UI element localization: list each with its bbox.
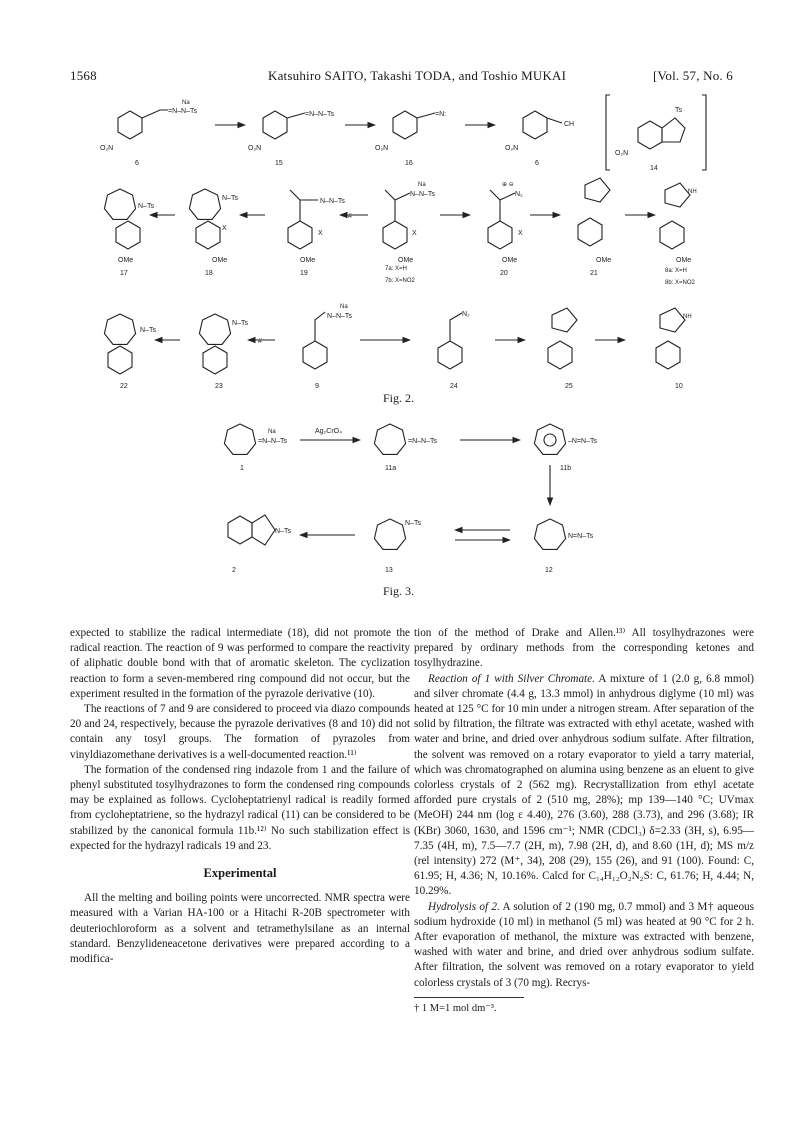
- svg-text:N₂: N₂: [515, 191, 523, 198]
- svg-text:#: #: [258, 338, 262, 345]
- svg-text:Na: Na: [268, 429, 276, 435]
- svg-text:Ts: Ts: [675, 107, 682, 114]
- svg-text:N–Ts: N–Ts: [140, 327, 156, 334]
- svg-text:N₂: N₂: [462, 311, 470, 318]
- svg-text:N–Ts: N–Ts: [138, 203, 154, 210]
- page-number: 1568: [70, 68, 97, 83]
- compound-8a-label: 8a: X=H: [665, 268, 687, 274]
- svg-text:–N=N–Ts: –N=N–Ts: [568, 438, 597, 445]
- svg-text:OMe: OMe: [300, 257, 316, 264]
- compound-10-label: 10: [675, 383, 683, 390]
- subheading-silver-chromate: Reaction of 1 with Silver Chromate.: [428, 672, 595, 685]
- svg-text:N–Ts: N–Ts: [232, 320, 248, 327]
- svg-text:N–Ts: N–Ts: [222, 195, 238, 202]
- compound-11a-label: 11a: [385, 465, 397, 472]
- compound-14-label: 14: [650, 165, 658, 172]
- section-heading-experimental: Experimental: [203, 866, 277, 881]
- left-column: [70, 626, 410, 967]
- svg-text:N–N–Ts: N–N–Ts: [410, 191, 435, 198]
- fig2-caption: Fig. 2.: [383, 391, 415, 405]
- compound-19-label: 19: [300, 270, 308, 277]
- svg-text:X: X: [222, 225, 227, 232]
- svg-text:X: X: [318, 230, 323, 237]
- svg-text:OMe: OMe: [676, 257, 692, 264]
- left-paragraph-1: expected to stabilize the radical intermediate (18), did not promote the radical reaction. The reaction of 9 was performed to compare the reactivity of aliphatic double bond with that of aromatic skeleton. The cyclization reaction to form a seven-membered ring compound did not occur, but the experiment resulted in the formation of the pyrazole derivative (10).: [70, 627, 410, 700]
- compound-2-label: 2: [232, 567, 236, 574]
- running-authors: Katsuhiro SAITO, Takashi TODA, and Toshio MUKAI: [268, 68, 567, 83]
- footnote: † 1 M=1 mol dm⁻³.: [414, 1002, 497, 1014]
- svg-text:N–N–Ts: N–N–Ts: [327, 313, 352, 320]
- compound-16-label: 16: [405, 160, 413, 167]
- volume-info: [Vol. 57, No. 6: [652, 68, 733, 83]
- subheading-hydrolysis: Hydrolysis of 2.: [428, 900, 500, 913]
- svg-text:OMe: OMe: [596, 257, 612, 264]
- scheme-row-3: [104, 304, 691, 390]
- compound-17-label: 17: [120, 270, 128, 277]
- left-paragraph-3: The formation of the condensed ring indazole from 1 and the failure of phenyl substituted tosylhydrazones to form the condensed ring compounds may be explained as follows. Cycloheptatrienyl radical is readily formed from cycloheptatriene, so the hydrazyl radical (11) can be considered to be stabilized by the canonical formula 11b.¹²⁾ No such stabilization effect is expected for the hydrazyl radicals 19 and 23.: [70, 763, 410, 852]
- svg-text:Na: Na: [418, 182, 426, 188]
- svg-text:O₂N: O₂N: [375, 145, 389, 152]
- svg-text:=N–N–Ts: =N–N–Ts: [168, 108, 197, 115]
- svg-text:O₂N: O₂N: [505, 145, 519, 152]
- svg-text:X: X: [518, 230, 523, 237]
- compound-1-label: 1: [240, 465, 244, 472]
- svg-text:=N–N–Ts: =N–N–Ts: [305, 111, 334, 118]
- scheme-fig3: [224, 424, 597, 574]
- compound-22-label: 22: [120, 383, 128, 390]
- compound-6b-label: 6: [535, 160, 539, 167]
- svg-text:N–Ts: N–Ts: [275, 528, 291, 535]
- svg-text:=N:: =N:: [435, 111, 447, 118]
- svg-text:N–Ts: N–Ts: [405, 520, 421, 527]
- svg-text:OMe: OMe: [502, 257, 518, 264]
- svg-text:Na: Na: [182, 100, 190, 106]
- svg-text:Na: Na: [340, 304, 348, 310]
- fig3-caption: Fig. 3.: [383, 584, 415, 598]
- scheme-row-2: [104, 178, 696, 286]
- svg-text:O₂N: O₂N: [248, 145, 262, 152]
- reagent-label: Ag₂CrO₄: [315, 428, 342, 435]
- compound-21-label: 21: [590, 270, 598, 277]
- compound-20-label: 20: [500, 270, 508, 277]
- compound-8b-label: 8b: X=NO2: [665, 280, 695, 286]
- svg-text:NH: NH: [683, 314, 692, 320]
- svg-text:CH: CH: [564, 121, 575, 128]
- compound-11b-label: 11b: [560, 465, 572, 472]
- svg-text:N–N–Ts: N–N–Ts: [320, 198, 345, 205]
- svg-text:N=N–Ts: N=N–Ts: [568, 533, 594, 540]
- svg-text:OMe: OMe: [212, 257, 228, 264]
- compound-15-label: 15: [275, 160, 283, 167]
- svg-text:NH: NH: [688, 189, 697, 195]
- compound-12-label: 12: [545, 567, 553, 574]
- compound-9-label: 9: [315, 383, 319, 390]
- right-paragraph-2: A mixture of 1 (2.0 g, 6.8 mmol) and silver chromate (4.4 g, 13.3 mmol) in anhydrous diglyme (10 ml) was heated at 125 °C for 10 min under a nitrogen stream. After separation of the solid by filtration, the filtrate was extracted with ethyl acetate, washed with water and brine, and dried over anhydrous sodium sulfate. After filtration, the solvent was removed on a rotary evaporator to yield a tarry material, which was chromatographed on alumina using benzene as an eluent to give colorless crystals of 2 (562 mg). Recrystallization from ethyl acetate afforded pure crystals of 2 (510 mg, 28%); mp 139—140 °C; UVmax (MeOH) 244 nm (log ε 4.40), 276 (3.60), 288 (3.73), and 296 (3.68); IR (KBr) 3060, 1630, and 1596 cm⁻¹; NMR (CDCl₃) δ=2.33 (3H, s), 6.95—7.35 (4H, m), 7.5—7.7 (2H, m), 7.98 (2H, d), and 8.60 (1H, d); MS m/z (rel intensity) 272 (M⁺, 34), 208 (29), 155 (26), and 91 (100). Found: C, 61.95; H, 4.36; N, 10.16%. Calcd for C₁₄H₁₂O₂N₂S: C, 61.76; H, 4.44; N, 10.29%.: [414, 672, 755, 898]
- right-column: [414, 626, 754, 1016]
- compound-7a-label: 7a: X=H: [385, 266, 407, 272]
- compound-7b-label: 7b: X=NO2: [385, 278, 415, 284]
- compound-18-label: 18: [205, 270, 213, 277]
- left-paragraph-2: The reactions of 7 and 9 are considered to proceed via diazo compounds 20 and 24, respectively, because the pyrazole derivatives (8 and 10) did not contain any tosyl groups. The formation of pyrazoles from vinyldiazomethane derivatives is a well-documented reaction.¹¹⁾: [70, 703, 410, 761]
- compound-13-label: 13: [385, 567, 393, 574]
- left-paragraph-4: All the melting and boiling points were uncorrected. NMR spectra were measured with a Varian HA-100 or a Hitachi R-20B spectrometer with deuteriochloroform as a solvent and tetramethylsilane as an internal standard. Benzylideneacetone derivatives were prepared according to a modifica-: [70, 892, 410, 966]
- compound-6-label: 6: [135, 160, 139, 167]
- footnote-rule: [414, 997, 524, 998]
- compound-23-label: 23: [215, 383, 223, 390]
- svg-text:OMe: OMe: [118, 257, 134, 264]
- svg-text:=N–N–Ts: =N–N–Ts: [258, 438, 287, 445]
- svg-text:O₂N: O₂N: [100, 145, 114, 152]
- svg-text:#: #: [348, 213, 352, 220]
- scheme-row-1: [100, 95, 706, 172]
- svg-text:=N–N–Ts: =N–N–Ts: [408, 438, 437, 445]
- compound-25-label: 25: [565, 383, 573, 390]
- right-paragraph-3: A solution of 2 (190 mg, 0.7 mmol) and 3 M† aqueous sodium hydroxide (10 ml) in methanol (5 ml) was heated at 90 °C for 2 h. After evaporation of methanol, the mixture was extracted with benzene, washed with water and brine, and dried over anhydrous sodium sulfate. After filtration, the solvent was removed on a rotary evaporator to yield colorless crystals of 3 (70 mg). Recrys-: [414, 900, 754, 989]
- svg-text:⊕ ⊖: ⊕ ⊖: [502, 182, 514, 188]
- compound-24-label: 24: [450, 383, 458, 390]
- svg-text:OMe: OMe: [398, 257, 414, 264]
- right-paragraph-1: tion of the method of Drake and Allen.¹³⁾ All tosylhydrazones were prepared by ordinary methods from the corresponding ketones and tosylhydrazine.: [414, 627, 754, 670]
- svg-text:O₂N: O₂N: [615, 150, 629, 157]
- svg-text:X: X: [412, 230, 417, 237]
